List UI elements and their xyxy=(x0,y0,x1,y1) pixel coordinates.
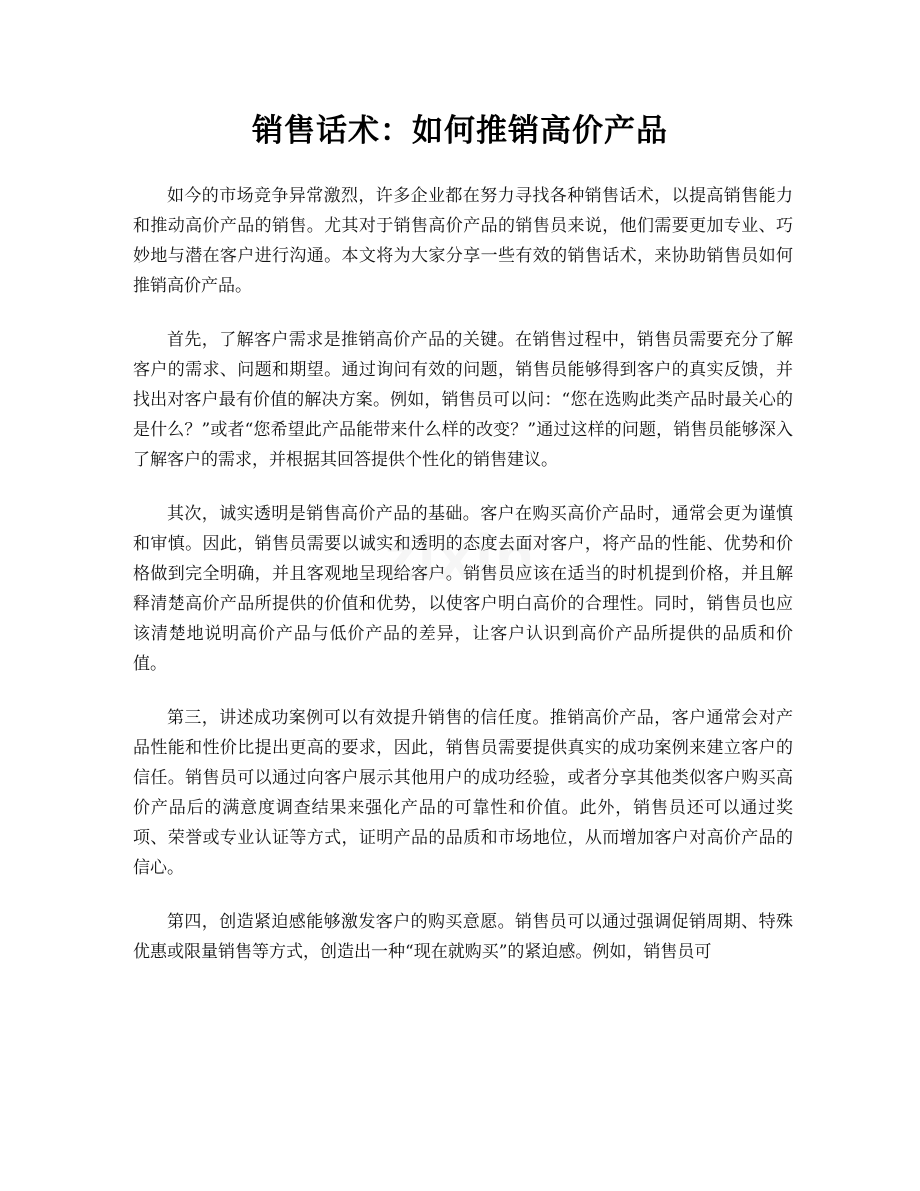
document-title: 销售话术：如何推销高价产品 xyxy=(252,113,668,149)
paragraph-first-point: 首先，了解客户需求是推销高价产品的关键。在销售过程中，销售员需要充分了解客户的需求、问题和期望。通过询问有效的问题，销售员能够得到客户的真实反馈，并找出对客户最有价值的解决方案。例如，销售员可以问：“您在选购此类产品时最关心的是什么？”或者“您希望此产品能带来什么样的改变？”通过这样的问题，销售员能够深入了解客户的需求，并根据其回答提供个性化的销售建议。 xyxy=(133,330,793,470)
document-body xyxy=(133,181,793,991)
paragraph-second-point: 其次，诚实透明是销售高价产品的基础。客户在购买高价产品时，通常会更为谨慎和审慎。因此，销售员需要以诚实和透明的态度去面对客户，将产品的性能、优势和价格做到完全明确，并且客观地呈现给客户。销售员应该在适当的时机提到价格，并且解释清楚高价产品所提供的价值和优势，以使客户明白高价的合理性。同时，销售员也应该清楚地说明高价产品与低价产品的差异，让客户认识到高价产品所提供的品质和价值。 xyxy=(133,504,793,674)
paragraph-intro: 如今的市场竞争异常激烈，许多企业都在努力寻找各种销售话术，以提高销售能力和推动高价产品的销售。尤其对于销售高价产品的销售员来说，他们需要更加专业、巧妙地与潜在客户进行沟通。本文将为大家分享一些有效的销售话术，来协助销售员如何推销高价产品。 xyxy=(133,186,793,296)
paragraph-fourth-point: 第四，创造紧迫感能够激发客户的购买意愿。销售员可以通过强调促销周期、特殊优惠或限量销售等方式，创造出一种“现在就购买”的紧迫感。例如，销售员可 xyxy=(133,912,793,962)
watermark: zixin xyxy=(383,521,537,593)
paragraph-third-point: 第三，讲述成功案例可以有效提升销售的信任度。推销高价产品，客户通常会对产品性能和性价比提出更高的要求，因此，销售员需要提供真实的成功案例来建立客户的信任。销售员可以通过向客户展示其他用户的成功经验，或者分享其他类似客户购买高价产品后的满意度调查结果来强化产品的可靠性和价值。此外，销售员还可以通过奖项、荣誉或专业认证等方式，证明产品的品质和市场地位，从而增加客户对高价产品的信心。 xyxy=(133,708,793,878)
